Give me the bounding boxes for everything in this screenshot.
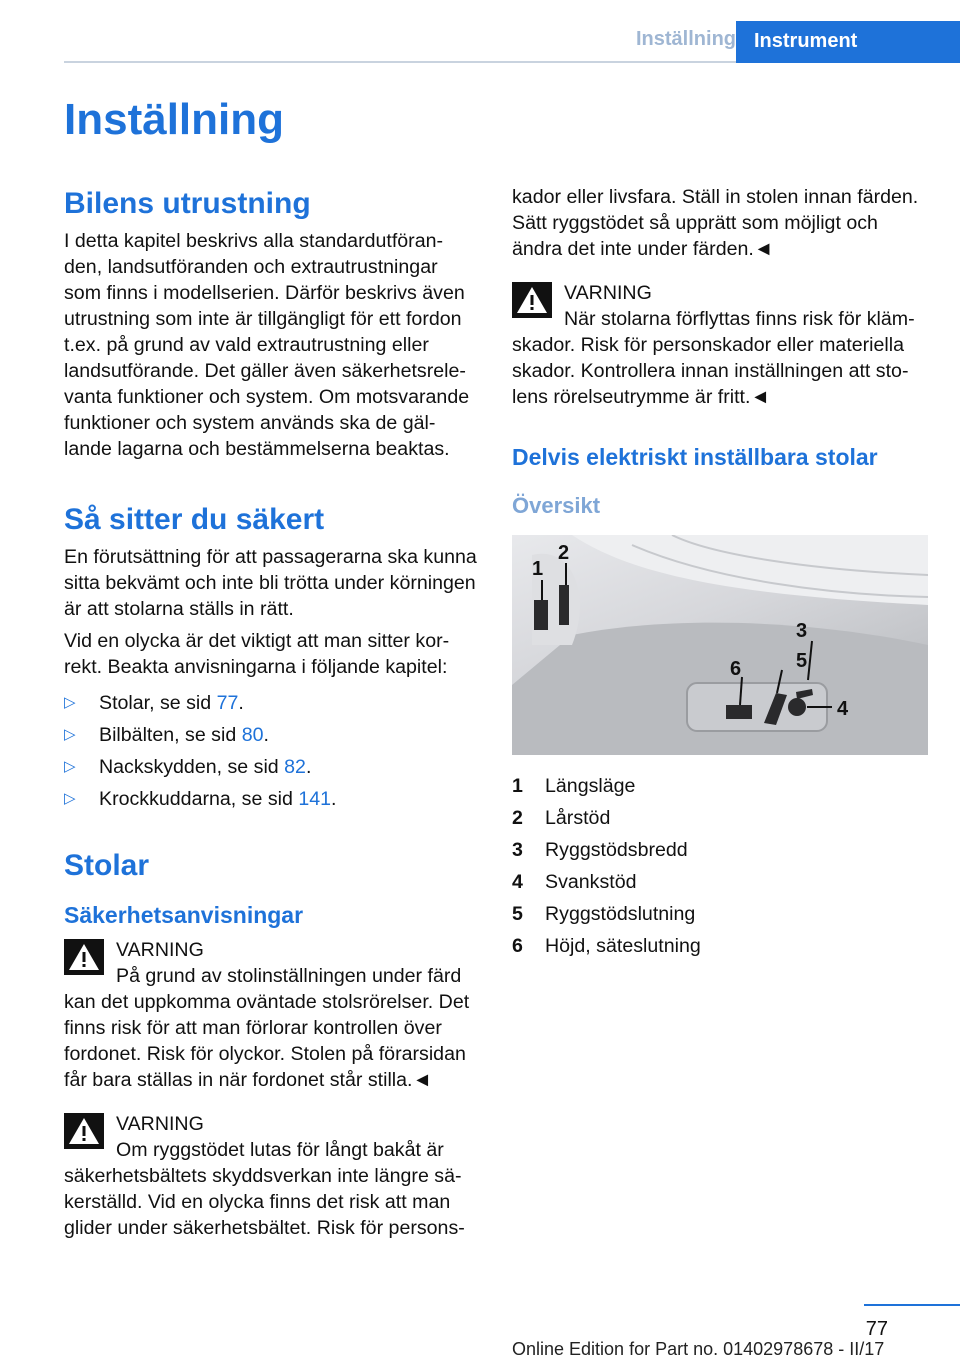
list-item: ▷ Krockkuddarna, se sid 141. bbox=[64, 788, 337, 810]
warning-heading: VARNING bbox=[116, 1113, 204, 1135]
seat-controls-figure bbox=[512, 535, 928, 755]
triangle-bullet-icon: ▷ bbox=[64, 758, 76, 775]
warning-block bbox=[64, 1111, 480, 1241]
list-item-text: Krockkuddarna, se sid bbox=[99, 788, 299, 810]
warning-icon bbox=[64, 1113, 104, 1149]
figure-label-5: 5 bbox=[796, 650, 808, 672]
page-number: 77 bbox=[865, 1318, 888, 1340]
legend-row bbox=[512, 773, 928, 799]
legend-label: Svankstöd bbox=[545, 871, 637, 893]
footer-edition: Online Edition for Part no. 01402978678 - II/17 bbox=[512, 1339, 885, 1359]
page-link[interactable]: 77 bbox=[216, 692, 239, 714]
page-link[interactable]: 141 bbox=[298, 788, 332, 810]
legend-number: 3 bbox=[512, 839, 523, 861]
warning-icon bbox=[512, 282, 552, 318]
subsection-title-sakerhetsanvisningar: Säkerhetsanvisningar bbox=[64, 902, 304, 928]
warning-heading: VARNING bbox=[116, 939, 204, 961]
list-item-text: Bilbälten, se sid bbox=[99, 724, 242, 746]
reference-list bbox=[64, 690, 480, 812]
legend-row bbox=[512, 837, 928, 863]
paragraph-forutsattning: En förutsättning för att passagerarna ska kunna sitta bekvämt och inte bli trötta under körningen är att stolarna ställs in rätt. bbox=[64, 546, 477, 620]
right-column bbox=[512, 184, 928, 965]
list-item: ▷ Nackskydden, se sid 82. bbox=[64, 756, 312, 778]
legend-number: 2 bbox=[512, 807, 523, 829]
warning-icon bbox=[64, 939, 104, 975]
section-title-sa-sitter-du-sakert: Så sitter du säkert bbox=[64, 503, 325, 536]
section-title-bilens-utrustning: Bilens utrustning bbox=[64, 187, 311, 220]
list-item: ▷ Bilbälten, se sid 80. bbox=[64, 724, 269, 746]
triangle-bullet-icon: ▷ bbox=[64, 694, 76, 711]
list-item-text: Stolar, se sid bbox=[99, 692, 217, 714]
footer-rule bbox=[864, 1304, 960, 1306]
figure-label-6: 6 bbox=[730, 658, 742, 680]
page-title: Inställning bbox=[64, 95, 284, 144]
legend-label: Ryggstödsbredd bbox=[545, 839, 688, 861]
tab-installning[interactable]: Inställning bbox=[636, 28, 736, 50]
figure-label-1: 1 bbox=[532, 558, 544, 580]
page-link[interactable]: 82 bbox=[284, 756, 306, 778]
warning-heading: VARNING bbox=[564, 282, 652, 304]
legend-number: 5 bbox=[512, 903, 523, 925]
list-item-text: Nackskydden, se sid bbox=[99, 756, 285, 778]
tab-instrument[interactable]: Instrument bbox=[736, 21, 960, 63]
paragraph-olycka: Vid en olycka är det viktigt att man sitter kor-rekt. Beakta anvisningarna i följande kapitel: bbox=[64, 630, 450, 678]
legend-row bbox=[512, 805, 928, 831]
figure-label-2: 2 bbox=[558, 542, 570, 564]
subsection-title-delvis-elektriskt: Delvis elektriskt inställbara stolar bbox=[512, 444, 878, 470]
figure-label-4: 4 bbox=[837, 698, 849, 720]
legend-number: 4 bbox=[512, 871, 523, 893]
legend-number: 1 bbox=[512, 775, 523, 797]
legend-label: Längsläge bbox=[545, 775, 636, 797]
legend-row bbox=[512, 933, 928, 959]
legend-label: Lårstöd bbox=[545, 807, 611, 829]
warning-body: På grund av stolinställningen under färd kan det uppkomma oväntade stolsrörelser. Det finns risk för att man förlorar kontrollen över fordonet. Risk för olyckor. Stolen på förarsidan får bara ställas in när fordonet står stilla.◄ bbox=[64, 965, 470, 1091]
warning-block bbox=[64, 937, 480, 1093]
legend-label: Höjd, säteslutning bbox=[545, 935, 701, 957]
legend-row bbox=[512, 869, 928, 895]
warning-body: Om ryggstödet lutas för långt bakåt är säkerhetsbältets skyddsverkan inte längre sä-kerställd. Vid en olycka finns det risk att man glider under säkerhetsbältet. Risk för persons- bbox=[64, 1139, 465, 1239]
list-item: ▷ Stolar, se sid 77. bbox=[64, 692, 244, 714]
warning-continuation: kador eller livsfara. Ställ in stolen innan färden. Sätt ryggstödet så upprätt som möjligt och ändra det inte under färden.◄ bbox=[512, 186, 919, 260]
figure-legend bbox=[512, 773, 928, 959]
subsection-title-oversikt: Översikt bbox=[512, 493, 601, 518]
page-link[interactable]: 80 bbox=[241, 724, 264, 746]
figure-label-3: 3 bbox=[796, 620, 808, 642]
legend-row bbox=[512, 901, 928, 927]
legend-label: Ryggstödslutning bbox=[545, 903, 696, 925]
legend-number: 6 bbox=[512, 935, 523, 957]
triangle-bullet-icon: ▷ bbox=[64, 726, 76, 743]
left-column bbox=[64, 182, 480, 1241]
section-title-stolar: Stolar bbox=[64, 849, 150, 882]
warning-body: När stolarna förflyttas finns risk för kläm-skador. Risk för personskador eller materiella skador. Kontrollera innan inställningen att sto-lens rörelseutrymme är fritt.◄ bbox=[512, 308, 915, 408]
section-body-bilens-utrustning: I detta kapitel beskrivs alla standardutföran-den, landsutföranden och extrautrustningar som finns i modellserien. Därför beskrivs även utrustning som inte är tillgängligt för ett fordon t.ex. på grund av vald extrautrustning eller landsutförande. Det gäller även säkerhetsrele-vanta funktioner och system. Om motsvarande funktioner och system används ska de gäl-lande lagarna och bestämmelserna beaktas. bbox=[64, 230, 470, 460]
triangle-bullet-icon: ▷ bbox=[64, 790, 76, 807]
warning-block bbox=[512, 280, 928, 410]
